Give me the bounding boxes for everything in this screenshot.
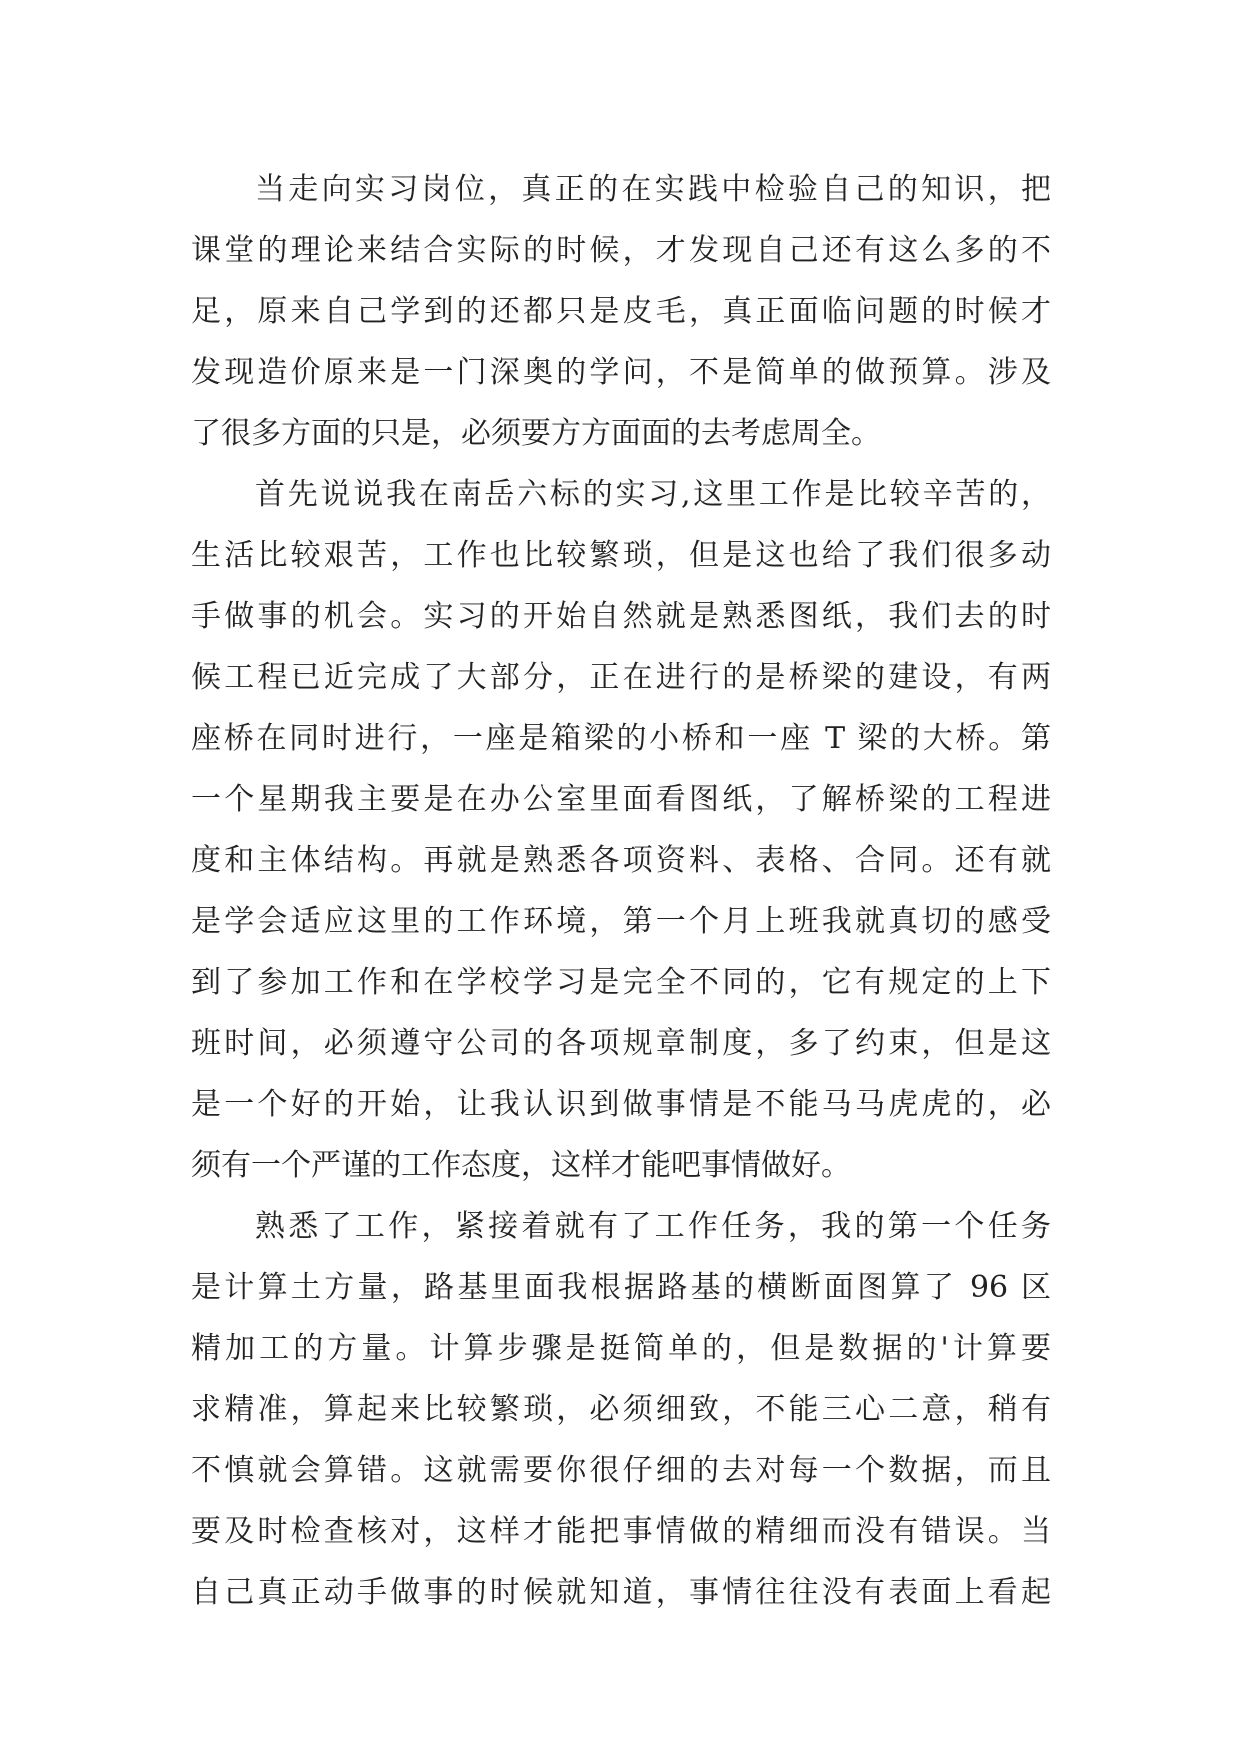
paragraph-line: 精加工的方量。计算步骤是挺简单的，但是数据的'计算要 (191, 1331, 1051, 1366)
document-body (191, 159, 1051, 1623)
paragraph-1 (191, 159, 1051, 464)
paragraph-line: 求精准，算起来比较繁琐，必须细致，不能三心二意，稍有 (191, 1392, 1051, 1427)
paragraph-line: 了很多方面的只是，必须要方方面面的去考虑周全。 (191, 416, 881, 451)
paragraph-line: 座桥在同时进行，一座是箱梁的小桥和一座 T 梁的大桥。第 (191, 721, 1051, 756)
paragraph-line: 是一个好的开始，让我认识到做事情是不能马马虎虎的，必 (191, 1087, 1051, 1122)
paragraph-line: 课堂的理论来结合实际的时候，才发现自己还有这么多的不 (191, 233, 1051, 268)
paragraph-line: 是计算土方量，路基里面我根据路基的横断面图算了 96 区 (191, 1270, 1051, 1305)
paragraph-line: 到了参加工作和在学校学习是完全不同的，它有规定的上下 (191, 965, 1051, 1000)
paragraph-line: 自己真正动手做事的时候就知道，事情往往没有表面上看起 (191, 1575, 1051, 1610)
paragraph-line: 足，原来自己学到的还都只是皮毛，真正面临问题的时候才 (191, 294, 1051, 329)
paragraph-2 (191, 464, 1051, 1196)
paragraph-line: 不慎就会算错。这就需要你很仔细的去对每一个数据，而且 (191, 1453, 1051, 1488)
paragraph-line: 候工程已近完成了大部分，正在进行的是桥梁的建设，有两 (191, 660, 1051, 695)
paragraph-line: 是学会适应这里的工作环境，第一个月上班我就真切的感受 (191, 904, 1051, 939)
paragraph-line: 生活比较艰苦，工作也比较繁琐，但是这也给了我们很多动 (191, 538, 1051, 573)
paragraph-line: 班时间，必须遵守公司的各项规章制度，多了约束，但是这 (191, 1026, 1051, 1061)
paragraph-line: 手做事的机会。实习的开始自然就是熟悉图纸，我们去的时 (191, 599, 1051, 634)
paragraph-line: 首先说说我在南岳六标的实习,这里工作是比较辛苦的， (255, 477, 1051, 512)
paragraph-line: 要及时检查核对，这样才能把事情做的精细而没有错误。当 (191, 1514, 1051, 1549)
paragraph-line: 度和主体结构。再就是熟悉各项资料、表格、合同。还有就 (191, 843, 1051, 878)
paragraph-3 (191, 1196, 1051, 1623)
paragraph-line: 须有一个严谨的工作态度，这样才能吧事情做好。 (191, 1148, 851, 1183)
paragraph-line: 熟悉了工作，紧接着就有了工作任务，我的第一个任务 (255, 1209, 1051, 1244)
paragraph-line: 一个星期我主要是在办公室里面看图纸，了解桥梁的工程进 (191, 782, 1051, 817)
paragraph-line: 发现造价原来是一门深奥的学问，不是简单的做预算。涉及 (191, 355, 1051, 390)
paragraph-line: 当走向实习岗位，真正的在实践中检验自己的知识，把 (255, 172, 1051, 207)
